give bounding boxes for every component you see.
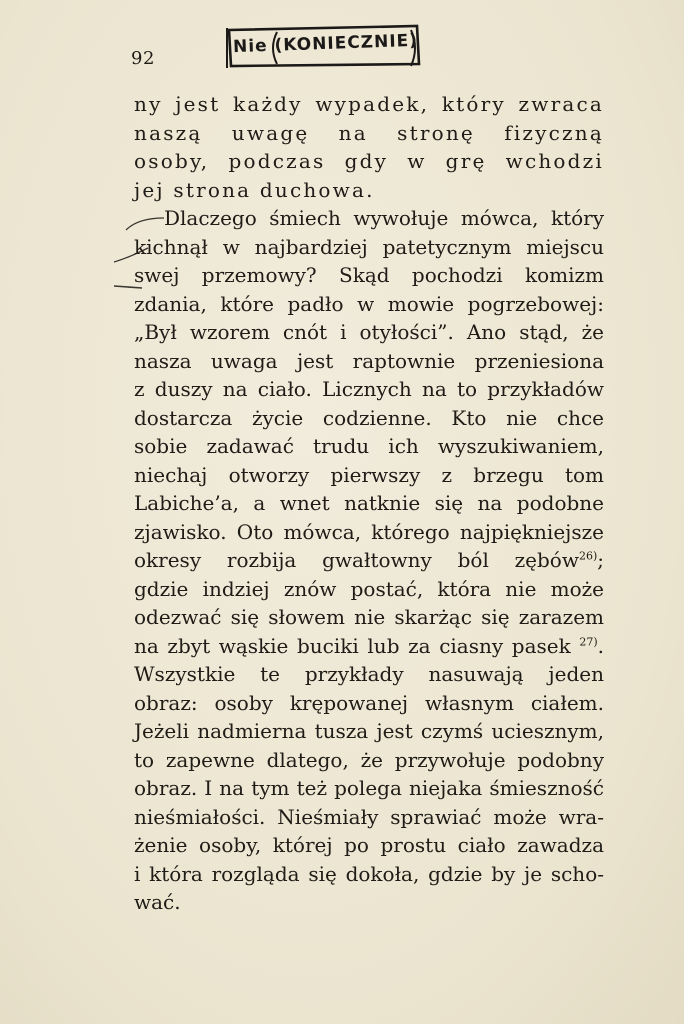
text-line: kichnął w najbardziej patetycznym miejscu xyxy=(134,234,604,259)
text-line: wać. xyxy=(134,890,181,914)
text-line: to zapewne dlatego, że przywołuje podobny xyxy=(134,747,604,772)
footnote-ref-27: 27) xyxy=(579,634,598,648)
text-line: naszą uwagę na stronę fizyczną xyxy=(134,120,604,145)
text-line: obraz: osoby krępowanej własnym ciałem. xyxy=(134,690,604,715)
text-line: zdania, które padło w mowie pogrzebowej: xyxy=(134,291,604,316)
text-line: z duszy na ciało. Licznych na to przykładów xyxy=(134,377,604,401)
text-line: swej przemowy? Skąd pochodzi komizm xyxy=(134,263,604,287)
text-line: i która rozgląda się dokoła, gdzie by je scho- xyxy=(134,861,604,886)
text-line: osoby, podczas gdy w grę wchodzi xyxy=(134,149,604,173)
footnote-ref-27-trail: . xyxy=(597,633,605,658)
handwritten-stamp xyxy=(225,22,423,70)
text-line: zjawisko. Oto mówca, którego najpiękniejsze xyxy=(134,519,604,544)
text-line: obraz. I na tym też polega niejaka śmieszność xyxy=(134,776,604,800)
text-line xyxy=(134,632,604,661)
page-body xyxy=(134,90,604,917)
stamp-text: Nie (KONIECZNIE) xyxy=(232,30,419,58)
text-line: żenie osoby, której po prostu ciało zawadza xyxy=(134,833,604,857)
text-line: gdzie indziej znów postać, która nie może xyxy=(134,576,604,601)
text-line: niechaj otworzy pierwszy z brzegu tom xyxy=(134,462,604,487)
text-line-content: na zbyt wąskie buciki lub za ciasny pasek xyxy=(134,633,571,658)
text-line xyxy=(134,546,604,575)
footnote-ref-26: 26) xyxy=(578,549,598,563)
page-number: 92 xyxy=(131,48,155,69)
text-line: ny jest każdy wypadek, który zwraca xyxy=(134,92,604,116)
text-line-content: okresy rozbija gwałtowny ból zębów xyxy=(134,548,579,572)
footnote-ref-26-trail: ; xyxy=(597,548,604,572)
text-line: Jeżeli nadmierna tusza jest czymś uciesznym, xyxy=(134,719,604,743)
text-line: Labiche’a, a wnet natknie się na podobne xyxy=(134,491,604,515)
text-line: Dlaczego śmiech wywołuje mówca, który xyxy=(164,206,604,230)
text-line: „Był wzorem cnót i otyłości”. Ano stąd, że xyxy=(134,320,604,344)
text-line: odezwać się słowem nie skarżąc się zarazem xyxy=(134,605,604,629)
text-line: nasza uwaga jest raptownie przeniesiona xyxy=(134,348,604,373)
text-line: nieśmiałości. Nieśmiały sprawiać może wra- xyxy=(134,804,604,829)
text-line: sobie zadawać trudu ich wyszukiwaniem, xyxy=(134,434,604,458)
text-line: jej strona duchowa. xyxy=(134,177,375,202)
text-line: dostarcza życie codzienne. Kto nie chce xyxy=(134,405,604,430)
text-line: Wszystkie te przykłady nasuwają jeden xyxy=(134,662,604,686)
